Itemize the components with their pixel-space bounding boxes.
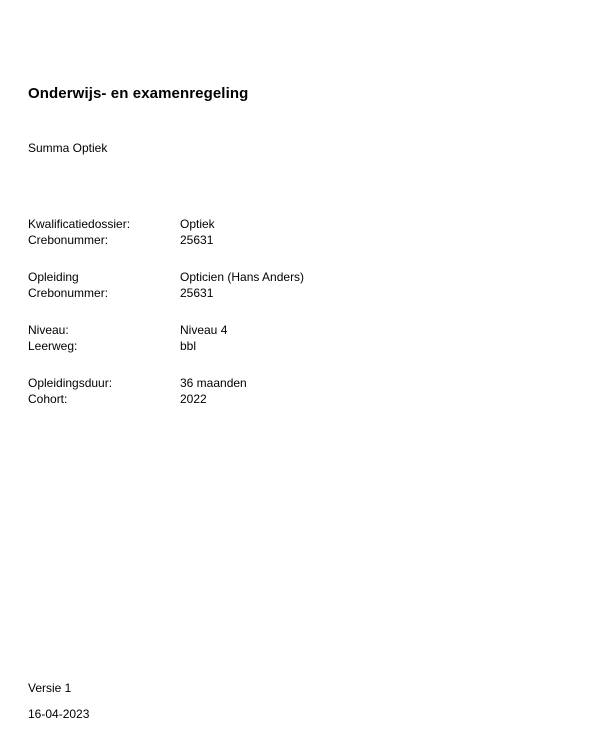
info-row [28, 232, 480, 248]
info-label: Crebonummer: [28, 286, 109, 300]
info-value: Niveau 4 [180, 323, 228, 337]
info-label: Opleiding [28, 270, 79, 284]
info-value: Optiek [180, 217, 215, 231]
info-value: bbl [180, 339, 197, 353]
info-row [28, 338, 480, 354]
document-date: 16-04-2023 [28, 707, 90, 721]
organization-name: Summa Optiek [28, 141, 108, 155]
info-label: Opleidingsduur: [28, 376, 113, 390]
info-group-qualification [28, 216, 480, 248]
info-value: 36 maanden [180, 376, 247, 390]
info-row [28, 375, 480, 391]
info-label: Crebonummer: [28, 233, 109, 247]
info-label: Niveau: [28, 323, 69, 337]
info-row [28, 269, 480, 285]
info-label: Kwalificatiedossier: [28, 217, 131, 231]
info-row [28, 391, 480, 407]
info-row [28, 322, 480, 338]
info-table [28, 216, 480, 428]
version-label: Versie 1 [28, 681, 72, 695]
info-group-duration [28, 375, 480, 407]
info-group-level [28, 322, 480, 354]
info-value: Opticien (Hans Anders) [180, 270, 305, 284]
info-value: 25631 [180, 286, 214, 300]
info-value: 25631 [180, 233, 214, 247]
info-row [28, 285, 480, 301]
info-label: Leerweg: [28, 339, 78, 353]
info-group-education [28, 269, 480, 301]
info-value: 2022 [180, 392, 207, 406]
info-row [28, 216, 480, 232]
document-title: Onderwijs- en examenregeling [28, 85, 249, 102]
info-label: Cohort: [28, 392, 68, 406]
